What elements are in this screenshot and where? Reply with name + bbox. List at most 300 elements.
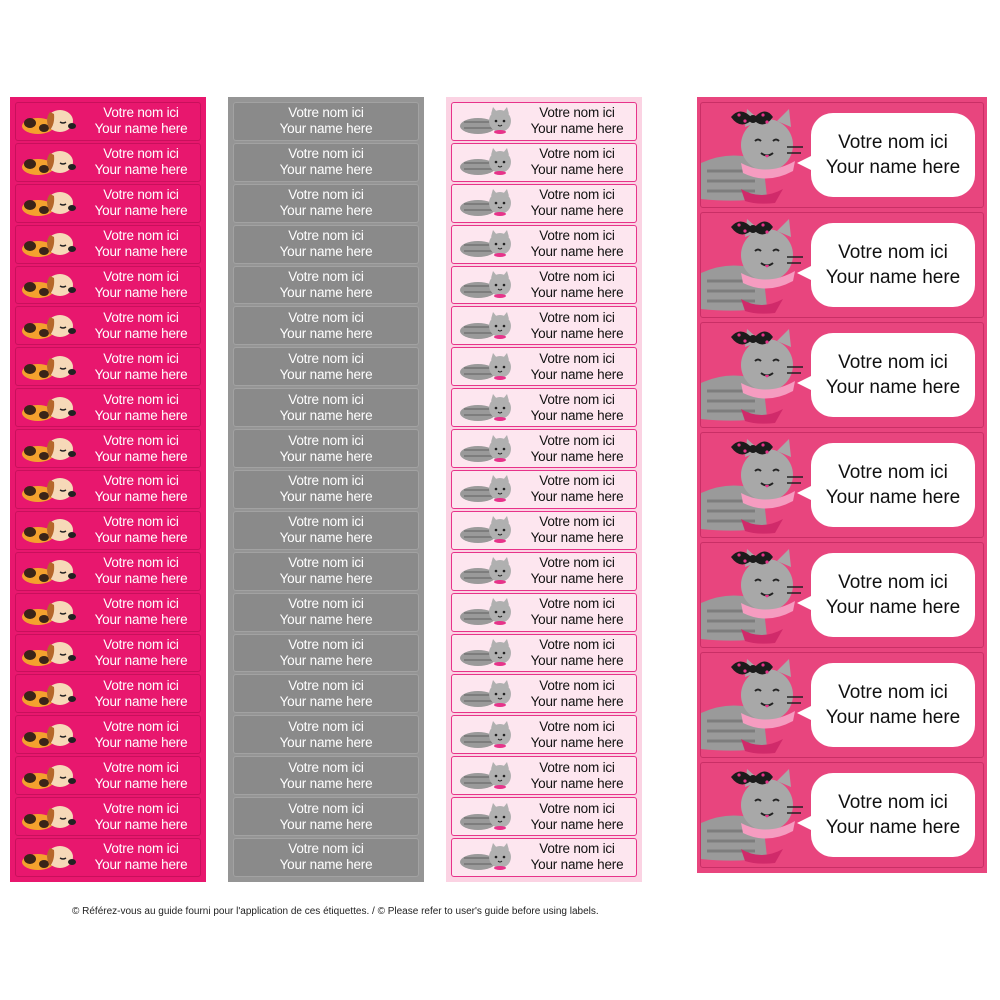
label-line-french: Votre nom ici [103,637,179,653]
label-line-english: Your name here [279,816,373,832]
pink-cat-label [451,634,637,673]
grey-label [233,225,419,264]
label-line-english: Your name here [530,816,624,832]
grey-label [233,511,419,550]
pink-cat-label [451,347,637,386]
label-line-french: Votre nom ici [288,637,364,653]
dog-label [15,429,201,468]
label-line-french: Votre nom ici [103,309,179,325]
label-line-english: Your name here [94,325,188,341]
big-cat-label [700,652,984,758]
label-line-english: Your name here [94,571,188,587]
big-cat-label [700,542,984,648]
big-cat-label-strip [697,97,987,873]
label-text [518,555,636,587]
label-line-french: Votre nom ici [103,759,179,775]
label-line-english: Your name here [94,203,188,219]
label-line-french: Votre nom ici [288,228,364,244]
label-line-english: Your name here [94,162,188,178]
label-line-french: Votre nom ici [103,432,179,448]
label-line-english: Your name here [279,734,373,750]
label-line-english: Your name here [279,489,373,505]
label-text [518,105,636,137]
cat-icon [452,471,518,507]
label-line-french: Votre nom ici [539,555,615,571]
label-line-english: Your name here [530,612,624,628]
cat-with-bow-icon [701,763,811,867]
label-text [234,187,418,219]
dog-icon [16,267,82,303]
pink-cat-label [451,470,637,509]
label-text [234,351,418,383]
label-line-english: Your name here [94,366,188,382]
label-line-french: Votre nom ici [288,350,364,366]
grey-label [233,756,419,795]
grey-label [233,674,419,713]
label-text [518,392,636,424]
label-line-english: Your name here [825,157,961,178]
label-text [82,555,200,587]
cat-icon [452,103,518,139]
label-text [518,719,636,751]
dog-label [15,511,201,550]
dog-label [15,470,201,509]
label-line-english: Your name here [94,653,188,669]
label-text [518,760,636,792]
big-cat-label [700,762,984,868]
label-line-french: Votre nom ici [539,637,615,653]
label-line-french: Votre nom ici [288,514,364,530]
label-line-french: Votre nom ici [103,391,179,407]
label-line-french: Votre nom ici [539,105,615,121]
pink-cat-label [451,593,637,632]
label-text [518,637,636,669]
grey-label-strip [228,97,424,882]
pink-cat-label [451,266,637,305]
label-line-french: Votre nom ici [539,228,615,244]
dog-icon [16,390,82,426]
dog-label [15,388,201,427]
pink-cat-label [451,838,637,877]
pink-cat-label [451,511,637,550]
dog-label [15,225,201,264]
label-line-french: Votre nom ici [539,514,615,530]
label-text [82,187,200,219]
label-line-english: Your name here [825,707,961,728]
label-line-french: Votre nom ici [838,682,948,703]
label-line-french: Votre nom ici [288,759,364,775]
label-text [82,105,200,137]
label-line-french: Votre nom ici [103,677,179,693]
label-line-french: Votre nom ici [539,146,615,162]
speech-bubble [811,663,975,747]
label-text [234,473,418,505]
label-line-english: Your name here [279,571,373,587]
label-line-english: Your name here [279,775,373,791]
label-line-french: Votre nom ici [838,462,948,483]
label-line-french: Votre nom ici [838,352,948,373]
label-line-english: Your name here [530,121,624,137]
pink-cat-label [451,715,637,754]
label-line-french: Votre nom ici [288,473,364,489]
label-line-french: Votre nom ici [539,432,615,448]
label-line-english: Your name here [530,244,624,260]
label-line-english: Your name here [279,653,373,669]
label-text [518,187,636,219]
label-line-english: Your name here [530,407,624,423]
label-text [234,637,418,669]
label-line-english: Your name here [825,597,961,618]
cat-with-bow-icon [701,213,811,317]
label-line-english: Your name here [279,325,373,341]
label-text [82,841,200,873]
dog-label [15,266,201,305]
label-line-english: Your name here [825,487,961,508]
label-line-english: Your name here [94,612,188,628]
pink-cat-label-strip [446,97,642,882]
label-line-french: Votre nom ici [539,677,615,693]
big-cat-label [700,432,984,538]
cat-with-bow-icon [701,103,811,207]
label-line-french: Votre nom ici [288,391,364,407]
label-line-english: Your name here [279,612,373,628]
big-cat-label [700,212,984,318]
grey-label [233,143,419,182]
cat-with-bow-icon [701,543,811,647]
pink-cat-label [451,674,637,713]
label-text [518,310,636,342]
label-text [82,801,200,833]
dog-icon [16,512,82,548]
label-line-french: Votre nom ici [103,555,179,571]
cat-icon [452,717,518,753]
label-text [518,596,636,628]
label-line-french: Votre nom ici [539,391,615,407]
dog-icon [16,185,82,221]
dog-icon [16,635,82,671]
grey-label [233,429,419,468]
dog-label [15,102,201,141]
label-line-english: Your name here [530,775,624,791]
big-cat-label [700,322,984,428]
dog-label [15,756,201,795]
cat-icon [452,553,518,589]
label-line-english: Your name here [279,366,373,382]
dog-icon [16,717,82,753]
grey-label [233,306,419,345]
label-line-french: Votre nom ici [838,792,948,813]
dog-label [15,715,201,754]
label-line-english: Your name here [530,653,624,669]
label-text [518,514,636,546]
label-text [234,555,418,587]
label-text [82,392,200,424]
label-line-french: Votre nom ici [288,596,364,612]
label-line-english: Your name here [279,530,373,546]
cat-icon [452,349,518,385]
label-line-french: Votre nom ici [838,242,948,263]
pink-cat-label [451,102,637,141]
dog-label-strip [10,97,206,882]
label-text [82,433,200,465]
cat-icon [452,144,518,180]
label-line-english: Your name here [530,530,624,546]
label-line-english: Your name here [530,734,624,750]
label-text [518,473,636,505]
label-line-english: Your name here [530,448,624,464]
label-line-french: Votre nom ici [288,146,364,162]
label-line-french: Votre nom ici [539,759,615,775]
speech-bubble [811,333,975,417]
cat-icon [452,267,518,303]
label-line-english: Your name here [279,121,373,137]
label-line-english: Your name here [94,530,188,546]
speech-bubble [811,113,975,197]
cat-icon [452,512,518,548]
label-text [82,473,200,505]
label-text [234,719,418,751]
label-text [82,719,200,751]
dog-icon [16,308,82,344]
label-line-french: Votre nom ici [103,596,179,612]
label-line-english: Your name here [530,571,624,587]
label-text [518,433,636,465]
label-line-french: Votre nom ici [103,473,179,489]
label-text [518,351,636,383]
label-line-english: Your name here [94,407,188,423]
grey-label [233,266,419,305]
label-text [518,146,636,178]
dog-icon [16,839,82,875]
label-line-english: Your name here [94,857,188,873]
label-line-english: Your name here [279,285,373,300]
label-line-english: Your name here [825,817,961,838]
cat-icon [452,839,518,875]
label-line-english: Your name here [94,448,188,464]
grey-label [233,797,419,836]
label-text [518,801,636,833]
cat-icon [452,308,518,344]
label-line-english: Your name here [94,734,188,750]
speech-bubble [811,223,975,307]
dog-label [15,184,201,223]
dog-label [15,552,201,591]
label-text [234,146,418,178]
dog-icon [16,676,82,712]
label-text [82,269,200,301]
label-line-english: Your name here [825,377,961,398]
label-text [82,678,200,710]
dog-label [15,838,201,877]
label-line-english: Your name here [94,816,188,832]
label-text [234,678,418,710]
dog-icon [16,553,82,589]
label-line-english: Your name here [279,448,373,464]
speech-bubble [811,443,975,527]
cat-icon [452,185,518,221]
label-text [234,433,418,465]
grey-label [233,715,419,754]
label-line-french: Votre nom ici [539,309,615,325]
label-line-french: Votre nom ici [288,800,364,816]
label-line-french: Votre nom ici [288,105,364,121]
dog-label [15,634,201,673]
label-text [234,310,418,342]
label-text [234,760,418,792]
label-text [82,596,200,628]
label-line-french: Votre nom ici [288,718,364,734]
label-line-english: Your name here [530,162,624,178]
label-text [82,310,200,342]
dog-icon [16,349,82,385]
dog-icon [16,799,82,835]
label-line-english: Your name here [530,203,624,219]
label-line-english: Your name here [94,244,188,260]
label-text [82,760,200,792]
cat-with-bow-icon [701,433,811,537]
label-text [82,514,200,546]
label-line-french: Votre nom ici [288,309,364,325]
label-text [518,678,636,710]
label-line-english: Your name here [530,366,624,382]
label-text [234,228,418,260]
label-line-french: Votre nom ici [288,555,364,571]
grey-label [233,347,419,386]
dog-icon [16,431,82,467]
cat-icon [452,431,518,467]
label-text [518,841,636,873]
dog-label [15,674,201,713]
label-line-french: Votre nom ici [103,514,179,530]
cat-with-bow-icon [701,323,811,427]
label-line-french: Votre nom ici [539,187,615,203]
dog-label [15,306,201,345]
label-text [234,105,418,137]
speech-bubble [811,553,975,637]
label-line-english: Your name here [279,162,373,178]
label-text [518,269,636,301]
label-text [234,392,418,424]
label-line-english: Your name here [94,121,188,137]
label-text [234,841,418,873]
grey-label [233,634,419,673]
label-line-french: Votre nom ici [103,146,179,162]
cat-icon [452,676,518,712]
label-line-english: Your name here [94,775,188,791]
label-line-english: Your name here [825,267,961,288]
label-line-french: Votre nom ici [288,841,364,857]
label-line-french: Votre nom ici [288,187,364,203]
label-line-french: Votre nom ici [103,350,179,366]
label-line-french: Votre nom ici [539,350,615,366]
dog-label [15,347,201,386]
dog-label [15,593,201,632]
label-line-english: Your name here [530,489,624,505]
pink-cat-label [451,429,637,468]
pink-cat-label [451,552,637,591]
label-line-french: Votre nom ici [539,473,615,489]
label-line-english: Your name here [94,285,188,300]
dog-icon [16,226,82,262]
pink-cat-label [451,225,637,264]
label-text [234,801,418,833]
label-line-french: Votre nom ici [288,269,364,284]
cat-icon [452,799,518,835]
label-text [234,514,418,546]
label-line-french: Votre nom ici [288,432,364,448]
cat-icon [452,594,518,630]
dog-label [15,797,201,836]
grey-label [233,552,419,591]
pink-cat-label [451,797,637,836]
dog-label [15,143,201,182]
grey-label [233,593,419,632]
dog-icon [16,144,82,180]
grey-label [233,838,419,877]
cat-icon [452,226,518,262]
grey-label [233,184,419,223]
label-text [518,228,636,260]
label-line-english: Your name here [279,693,373,709]
label-line-french: Votre nom ici [288,677,364,693]
label-line-french: Votre nom ici [838,132,948,153]
label-line-french: Votre nom ici [539,596,615,612]
label-line-english: Your name here [279,203,373,219]
speech-bubble [811,773,975,857]
pink-cat-label [451,388,637,427]
label-text [234,269,418,301]
label-line-english: Your name here [94,489,188,505]
label-line-french: Votre nom ici [103,800,179,816]
label-line-english: Your name here [279,244,373,260]
label-line-french: Votre nom ici [539,841,615,857]
label-text [82,146,200,178]
dog-icon [16,594,82,630]
grey-label [233,388,419,427]
label-line-english: Your name here [279,407,373,423]
label-line-english: Your name here [530,857,624,873]
dog-icon [16,758,82,794]
label-line-english: Your name here [530,285,624,300]
pink-cat-label [451,143,637,182]
label-line-french: Votre nom ici [838,572,948,593]
label-line-french: Votre nom ici [539,718,615,734]
footer-note: © Référez-vous au guide fourni pour l'application de ces étiquettes. / © Please refer to user's guide before using labels. [72,906,599,917]
label-line-english: Your name here [94,693,188,709]
label-line-french: Votre nom ici [103,187,179,203]
label-line-french: Votre nom ici [103,718,179,734]
cat-icon [452,390,518,426]
pink-cat-label [451,756,637,795]
label-text [82,228,200,260]
dog-icon [16,103,82,139]
label-line-french: Votre nom ici [103,228,179,244]
pink-cat-label [451,184,637,223]
label-line-french: Votre nom ici [539,269,615,284]
label-text [234,596,418,628]
big-cat-label [700,102,984,208]
cat-icon [452,758,518,794]
label-line-english: Your name here [279,857,373,873]
label-line-french: Votre nom ici [539,800,615,816]
dog-icon [16,471,82,507]
grey-label [233,470,419,509]
cat-icon [452,635,518,671]
label-line-french: Votre nom ici [103,841,179,857]
label-line-english: Your name here [530,325,624,341]
label-line-french: Votre nom ici [103,269,179,284]
pink-cat-label [451,306,637,345]
